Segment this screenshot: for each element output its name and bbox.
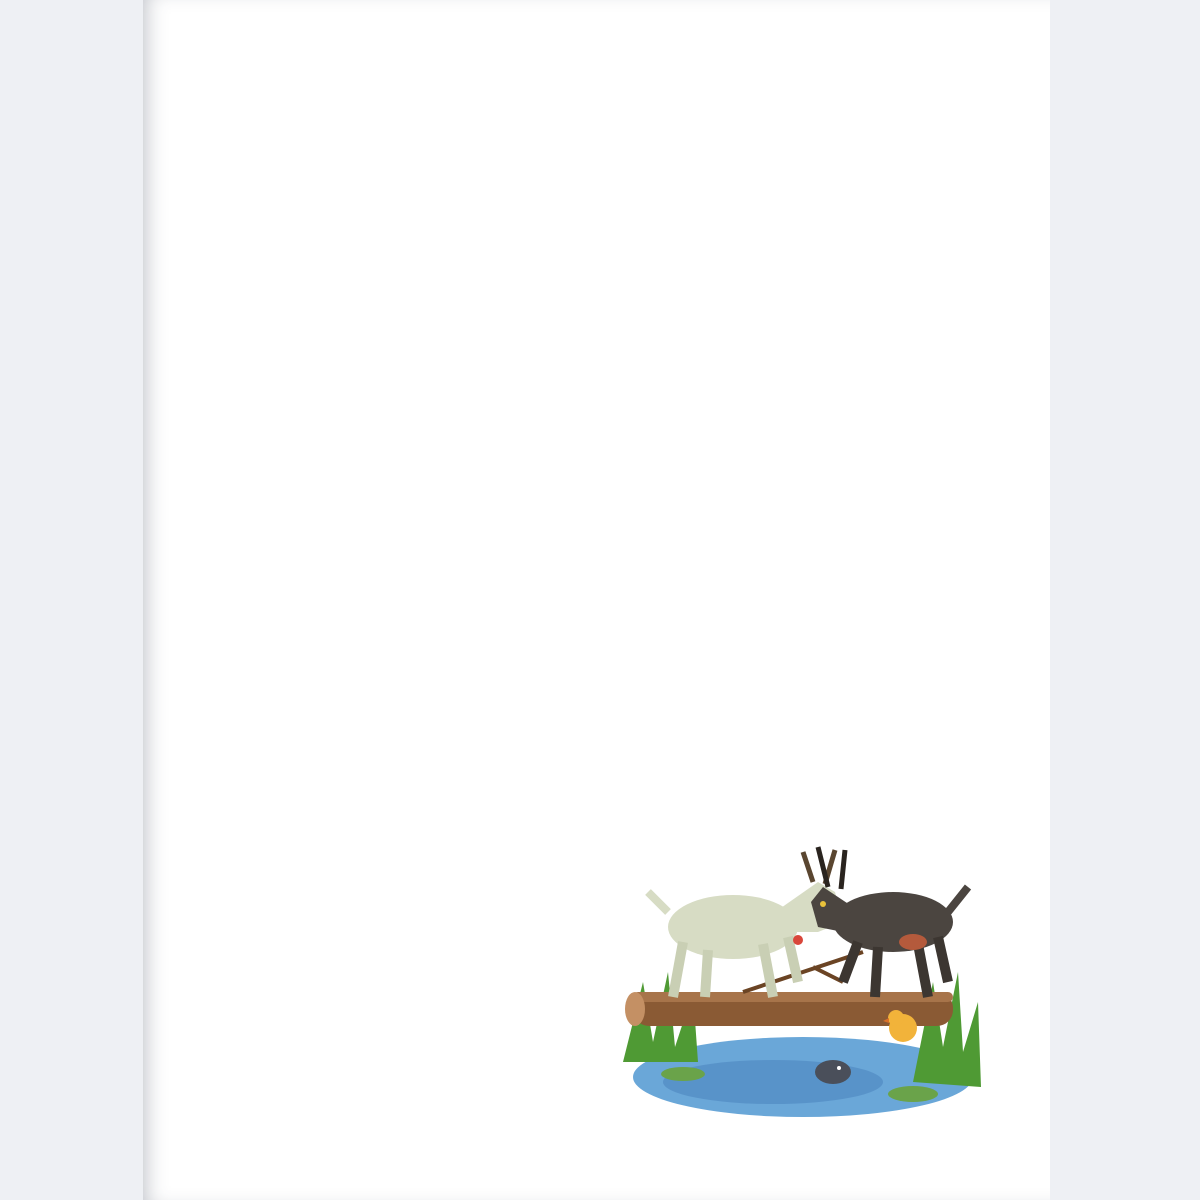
book-page [143,0,1050,1200]
story-text-two-plows [200,146,985,150]
black-goat-figure [811,847,968,997]
white-goat-figure [648,850,843,997]
goats-on-log-illustration [613,832,983,1122]
floral-border-bottom [143,1120,1050,1200]
story-text-two-goats [200,620,985,624]
floral-border-right [990,0,1050,1200]
floral-border-top [143,0,1050,66]
